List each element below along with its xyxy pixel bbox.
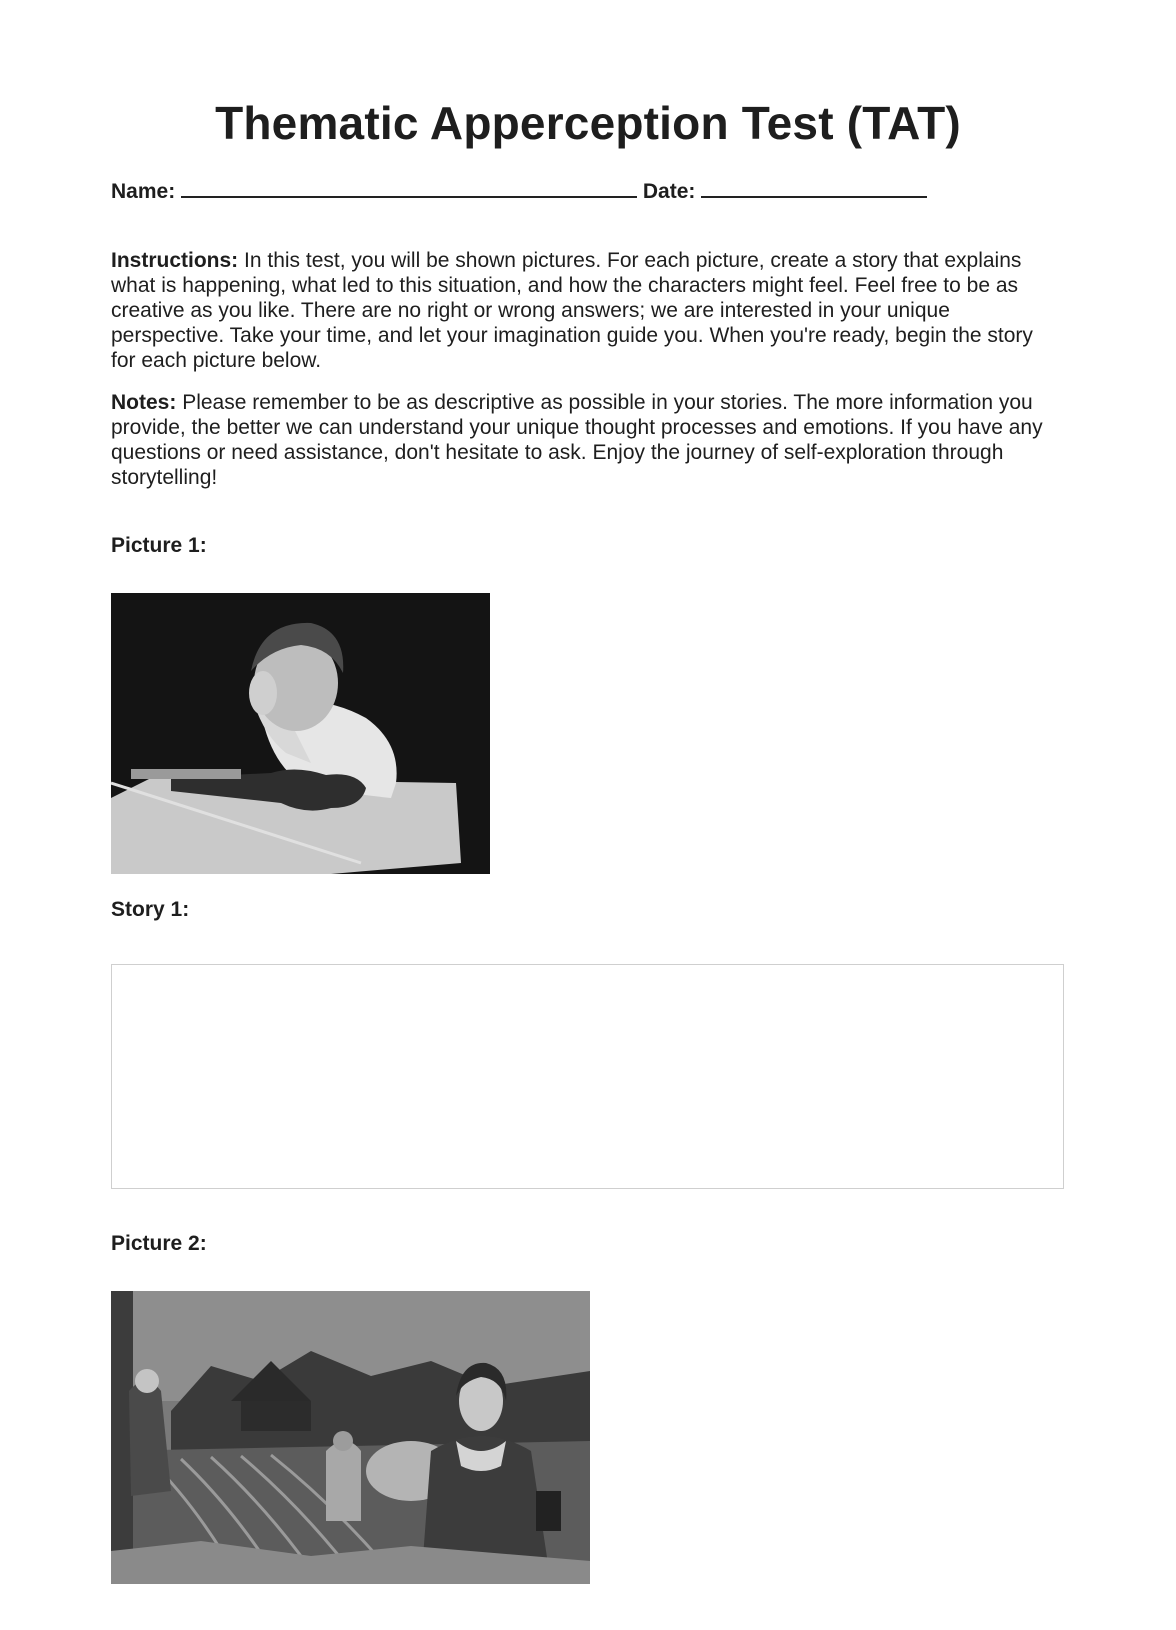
notes-text: Please remember to be as descriptive as possible in your stories. The more information you provide, the better we can understand your unique thought processes and emotions. If you have any questions or need assistance, don't hesitate to ask. Enjoy the journey of self-exploration through storytelling! xyxy=(111,391,1043,489)
name-label: Name: xyxy=(111,180,176,203)
picture-2-image xyxy=(111,1291,590,1584)
date-label: Date: xyxy=(642,180,696,203)
picture-1-image xyxy=(111,593,490,874)
notes-paragraph xyxy=(111,390,1061,490)
instructions-label: Instructions: xyxy=(111,249,239,272)
instructions-paragraph xyxy=(111,248,1061,373)
story-1-input[interactable] xyxy=(111,964,1064,1189)
name-field[interactable] xyxy=(181,178,637,198)
picture-2-label: Picture 2: xyxy=(111,1232,207,1255)
date-field[interactable] xyxy=(701,178,927,198)
notes-label: Notes: xyxy=(111,391,177,414)
page-title: Thematic Apperception Test (TAT) xyxy=(215,97,961,149)
name-date-row xyxy=(111,178,927,204)
instructions-text: In this test, you will be shown pictures. For each picture, create a story that explains what is happening, what led to this situation, and how the characters might feel. Feel free to be as creative as you like. There are no right or wrong answers; we are interested in your unique perspective. Take your time, and let your imagination guide you. When you're ready, begin the story for each picture below. xyxy=(111,249,1033,372)
story-1-label: Story 1: xyxy=(111,898,190,921)
picture-1-label: Picture 1: xyxy=(111,534,207,557)
